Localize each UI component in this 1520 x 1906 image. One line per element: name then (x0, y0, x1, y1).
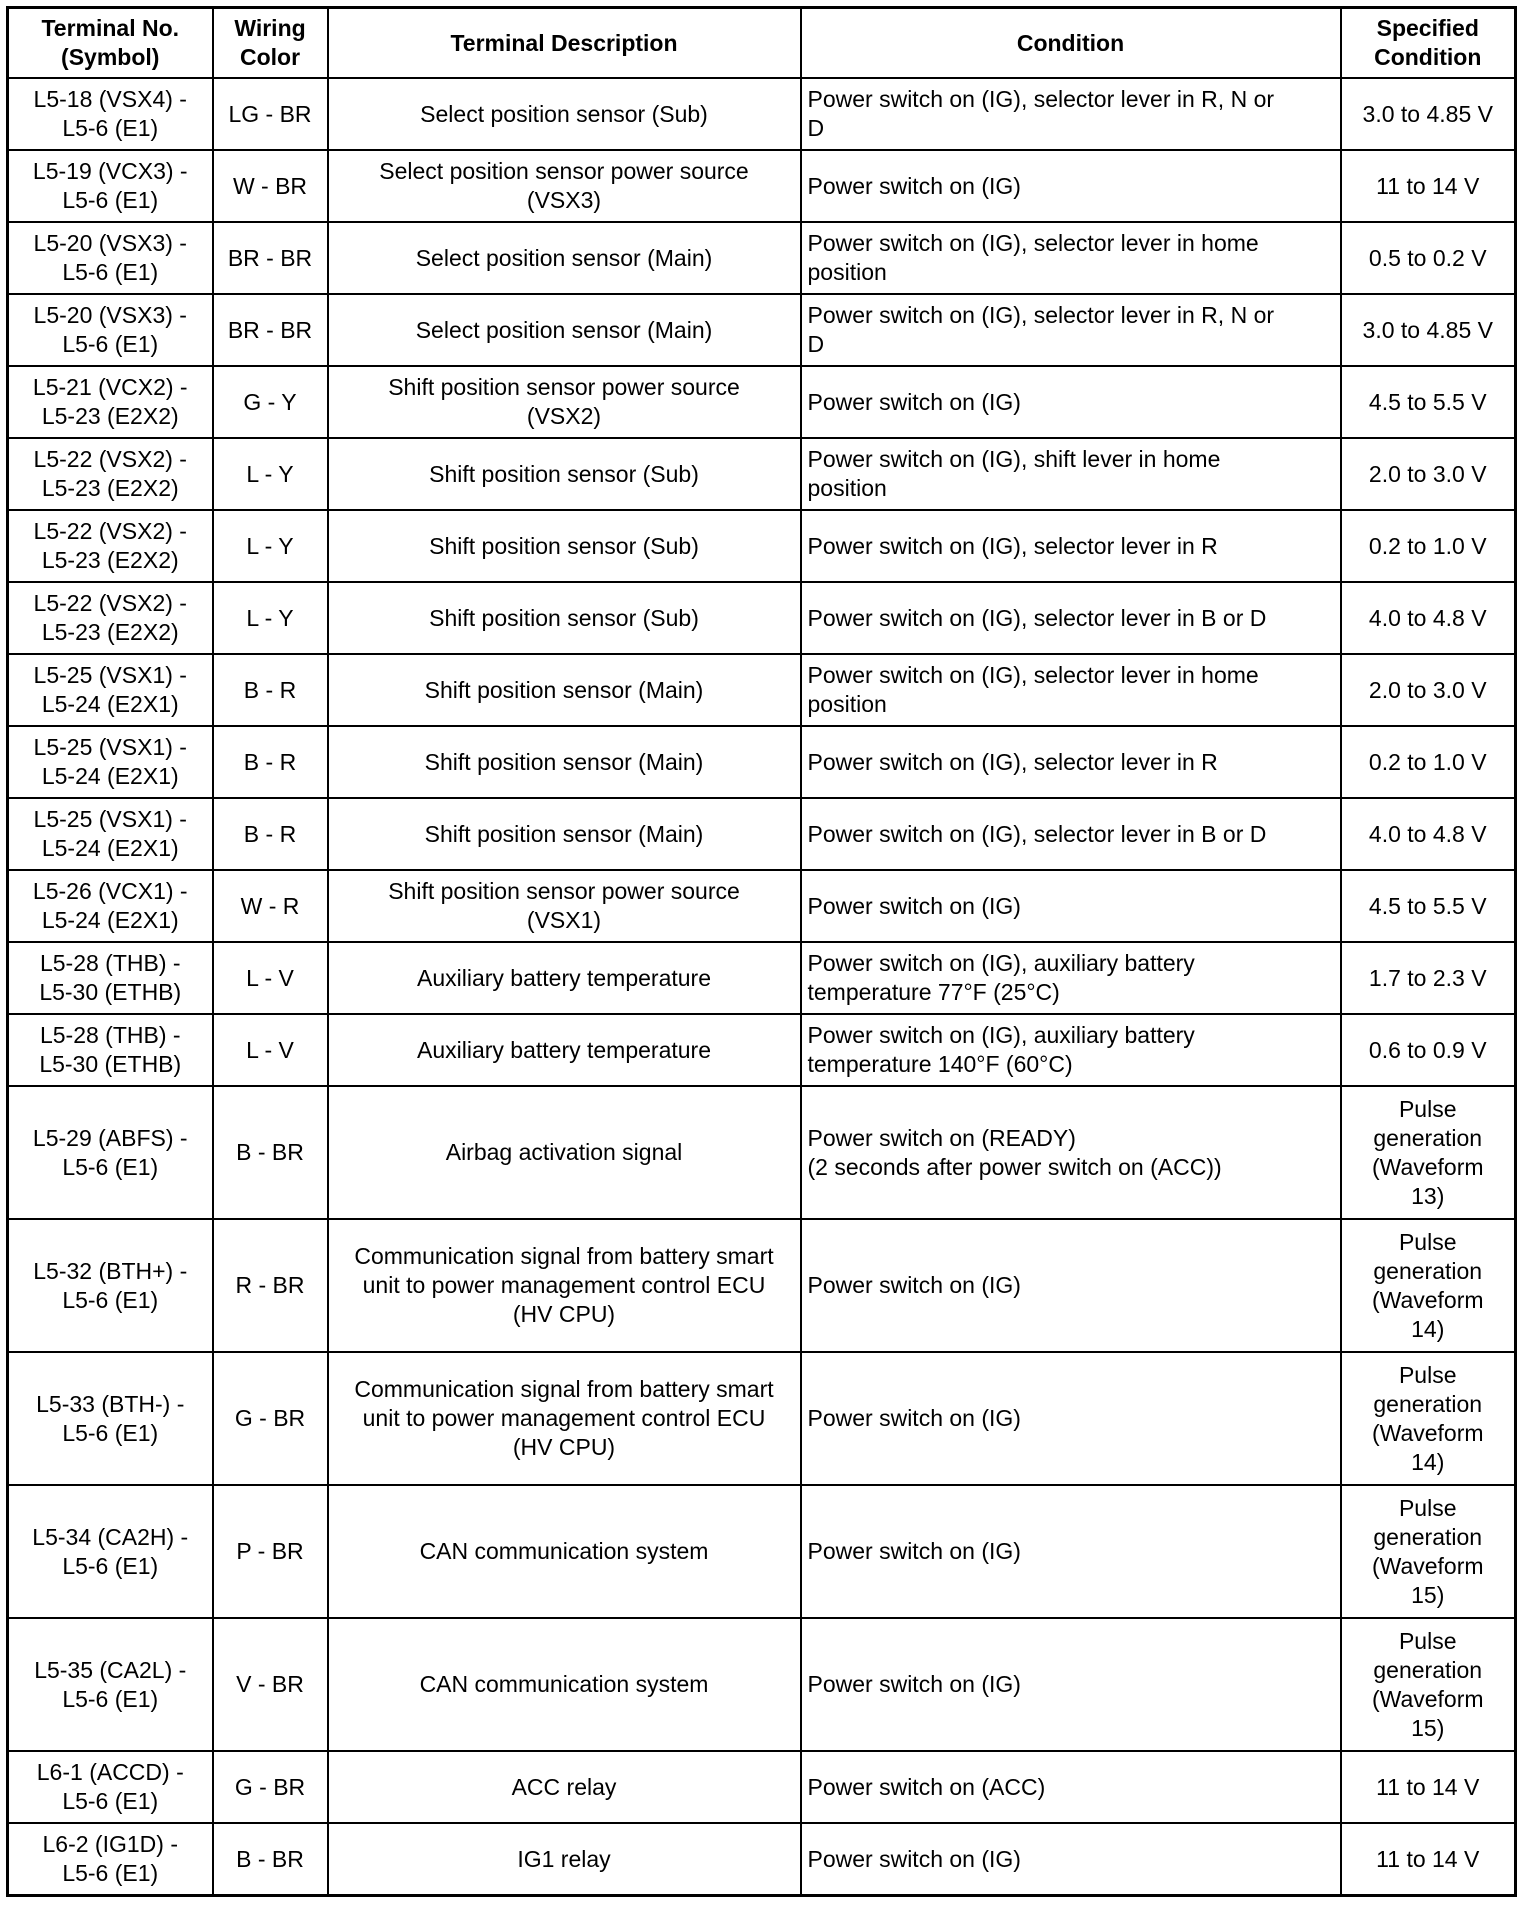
terminal-description-cell (328, 150, 801, 222)
terminal-cell-text: L5-28 (THB) - L5-30 (ETHB) (39, 950, 182, 1005)
terminal-cell (8, 150, 213, 222)
wiring-color-cell-text: BR - BR (227, 244, 313, 271)
condition-cell-text: Power switch on (ACC) (807, 1773, 1046, 1800)
wiring-color-cell-text: B - R (243, 676, 297, 703)
specified-condition-cell (1341, 798, 1516, 870)
terminal-cell-text: L5-18 (VSX4) - L5-6 (E1) (33, 86, 187, 141)
condition-cell-text: Power switch on (IG) (807, 1538, 1021, 1564)
specified-condition-cell-text: 0.2 to 1.0 V (1368, 532, 1487, 559)
condition-cell-text: Power switch on (IG), selector lever in R, N or D (807, 302, 1275, 357)
terminal-description-cell-text: CAN communication system (419, 1538, 709, 1564)
terminal-description-cell (328, 654, 801, 726)
terminal-description-cell (328, 870, 801, 942)
terminal-cell (8, 1086, 213, 1219)
table-row (8, 654, 1516, 726)
terminal-description-cell (328, 942, 801, 1014)
table-row (8, 798, 1516, 870)
condition-cell (801, 1014, 1341, 1086)
terminal-description-cell-text: CAN communication system (419, 1671, 709, 1697)
header-specified-condition: Specified Condition (1341, 8, 1516, 79)
terminal-cell (8, 726, 213, 798)
specified-condition-cell (1341, 1485, 1516, 1618)
specified-condition-cell (1341, 366, 1516, 438)
wiring-color-cell (213, 1014, 328, 1086)
terminal-description-cell-text: ACC relay (511, 1773, 617, 1800)
terminal-description-cell-text: Auxiliary battery temperature (416, 964, 711, 991)
terminal-cell (8, 1352, 213, 1485)
table-row (8, 150, 1516, 222)
table-row (8, 510, 1516, 582)
header-condition: Condition (801, 8, 1341, 79)
specified-condition-cell (1341, 510, 1516, 582)
terminal-description-cell (328, 798, 801, 870)
table-row (8, 438, 1516, 510)
specified-condition-cell (1341, 438, 1516, 510)
table-row (8, 1086, 1516, 1219)
table-row (8, 1219, 1516, 1352)
table-row (8, 942, 1516, 1014)
condition-cell (801, 726, 1341, 798)
terminal-description-cell-text: Communication signal from battery smart unit to power management control ECU (HV CPU) (354, 1243, 774, 1327)
wiring-color-cell (213, 510, 328, 582)
terminal-description-cell-text: Shift position sensor (Main) (424, 820, 704, 847)
wiring-color-cell-text: B - BR (236, 1845, 304, 1872)
specified-condition-cell (1341, 1618, 1516, 1751)
terminal-cell (8, 870, 213, 942)
terminal-cell (8, 1485, 213, 1618)
condition-cell-text: Power switch on (IG), selector lever in R, N or D (807, 86, 1275, 141)
condition-cell-text: Power switch on (IG) (807, 1405, 1021, 1431)
table-row (8, 582, 1516, 654)
condition-cell (801, 942, 1341, 1014)
table-row (8, 366, 1516, 438)
condition-cell (801, 438, 1341, 510)
terminal-cell (8, 798, 213, 870)
wiring-color-cell (213, 798, 328, 870)
wiring-color-cell-text: B - R (243, 748, 297, 775)
specified-condition-cell (1341, 150, 1516, 222)
wiring-color-cell-text: W - R (240, 892, 300, 919)
terminal-cell-text: L5-21 (VCX2) - L5-23 (E2X2) (32, 374, 188, 429)
wiring-color-cell-text: L - Y (246, 604, 294, 631)
condition-cell (801, 78, 1341, 150)
specified-condition-cell (1341, 870, 1516, 942)
condition-cell (801, 654, 1341, 726)
condition-cell-text: Power switch on (IG) (807, 172, 1021, 199)
terminal-cell-text: L5-22 (VSX2) - L5-23 (E2X2) (33, 518, 187, 573)
header-row (8, 8, 1516, 79)
condition-cell-text: Power switch on (IG), selector lever in R (807, 532, 1218, 559)
wiring-color-cell (213, 222, 328, 294)
terminal-cell-text: L6-1 (ACCD) - L5-6 (E1) (36, 1759, 184, 1814)
specified-condition-cell (1341, 1014, 1516, 1086)
terminal-cell (8, 1618, 213, 1751)
table-row (8, 1352, 1516, 1485)
condition-cell (801, 222, 1341, 294)
terminal-description-cell-text: Select position sensor (Sub) (420, 100, 708, 127)
terminal-cell-text: L5-35 (CA2L) - L5-6 (E1) (34, 1656, 187, 1712)
wiring-color-cell-text: L - Y (246, 460, 294, 487)
wiring-color-cell (213, 1352, 328, 1485)
condition-cell-text: Power switch on (IG) (807, 892, 1021, 919)
terminal-cell-text: L5-20 (VSX3) - L5-6 (E1) (33, 230, 187, 285)
wiring-color-cell (213, 78, 328, 150)
terminal-description-cell (328, 294, 801, 366)
specified-condition-cell-text: 0.2 to 1.0 V (1368, 748, 1487, 775)
condition-cell-text: Power switch on (IG) (807, 1671, 1021, 1697)
condition-cell-text: Power switch on (IG), shift lever in home position (807, 446, 1221, 501)
condition-cell (801, 510, 1341, 582)
wiring-color-cell-text: P - BR (236, 1538, 304, 1564)
terminal-description-cell-text: IG1 relay (517, 1845, 611, 1872)
specified-condition-cell (1341, 1219, 1516, 1352)
wiring-color-cell (213, 654, 328, 726)
specified-condition-cell-text: 4.5 to 5.5 V (1368, 388, 1487, 415)
terminal-description-cell (328, 1352, 801, 1485)
wiring-color-cell (213, 1086, 328, 1219)
table-row (8, 1014, 1516, 1086)
wiring-color-cell (213, 1618, 328, 1751)
terminal-description-cell (328, 582, 801, 654)
specified-condition-cell-text: 11 to 14 V (1376, 1773, 1480, 1800)
wiring-color-cell (213, 726, 328, 798)
header-terminal-description: Terminal Description (328, 8, 801, 79)
specified-condition-cell (1341, 1086, 1516, 1219)
table-row (8, 870, 1516, 942)
specified-condition-cell-text: 3.0 to 4.85 V (1362, 100, 1493, 127)
wiring-color-cell-text: G - BR (234, 1405, 306, 1431)
terminal-description-cell-text: Shift position sensor power source (VSX2) (388, 374, 740, 429)
terminal-cell (8, 582, 213, 654)
condition-cell-text: Power switch on (IG) (807, 388, 1021, 415)
wiring-color-cell-text: V - BR (236, 1671, 304, 1697)
terminal-description-cell (328, 1219, 801, 1352)
specified-condition-cell-text: 11 to 14 V (1376, 1845, 1480, 1872)
wiring-color-cell (213, 942, 328, 1014)
specified-condition-cell-text: 4.0 to 4.8 V (1368, 604, 1487, 631)
table-row (8, 726, 1516, 798)
terminal-description-cell-text: Select position sensor (Main) (415, 244, 713, 271)
terminal-cell-text: L5-34 (CA2H) - L5-6 (E1) (32, 1523, 189, 1579)
terminal-description-cell-text: Shift position sensor (Main) (424, 676, 704, 703)
wiring-color-cell (213, 582, 328, 654)
table-row (8, 1485, 1516, 1618)
specified-condition-cell-text: Pulse generation (Waveform 14) (1371, 1361, 1484, 1475)
specified-condition-cell (1341, 222, 1516, 294)
wiring-color-cell (213, 366, 328, 438)
terminal-description-cell (328, 366, 801, 438)
terminal-cell (8, 1823, 213, 1896)
specified-condition-cell (1341, 1751, 1516, 1823)
specified-condition-cell-text: 1.7 to 2.3 V (1368, 964, 1487, 991)
specified-condition-cell-text: 0.6 to 0.9 V (1368, 1036, 1487, 1063)
terminal-description-cell (328, 438, 801, 510)
condition-cell-text: Power switch on (IG), auxiliary battery temperature 77°F (25°C) (807, 950, 1195, 1005)
header-wiring-color: Wiring Color (213, 8, 328, 79)
wiring-color-cell-text: L - Y (246, 532, 294, 559)
condition-cell-text: Power switch on (IG), selector lever in home position (807, 662, 1259, 717)
specified-condition-cell-text: 4.5 to 5.5 V (1368, 892, 1487, 919)
specified-condition-cell-text: 3.0 to 4.85 V (1362, 316, 1493, 343)
wiring-color-cell-text: BR - BR (227, 316, 313, 343)
table-row (8, 1751, 1516, 1823)
terminal-cell-text: L5-20 (VSX3) - L5-6 (E1) (33, 302, 187, 357)
terminal-cell-text: L6-2 (IG1D) - L5-6 (E1) (42, 1831, 178, 1886)
wiring-color-cell-text: LG - BR (228, 100, 312, 127)
table-row (8, 294, 1516, 366)
terminal-cell-text: L5-22 (VSX2) - L5-23 (E2X2) (33, 446, 187, 501)
specified-condition-cell (1341, 78, 1516, 150)
wiring-color-cell (213, 870, 328, 942)
terminal-cell-text: L5-26 (VCX1) - L5-24 (E2X1) (32, 878, 188, 933)
terminal-cell-text: L5-19 (VCX3) - L5-6 (E1) (32, 158, 188, 213)
terminal-cell (8, 654, 213, 726)
wiring-color-cell-text: L - V (246, 964, 294, 991)
specified-condition-cell-text: 0.5 to 0.2 V (1368, 244, 1487, 271)
table-body (8, 78, 1516, 1896)
wiring-color-cell (213, 150, 328, 222)
terminal-description-cell (328, 1618, 801, 1751)
specified-condition-cell-text: 11 to 14 V (1376, 172, 1480, 199)
condition-cell-text: Power switch on (IG) (807, 1272, 1021, 1298)
table-row (8, 222, 1516, 294)
specified-condition-cell-text: Pulse generation (Waveform 14) (1371, 1228, 1484, 1342)
terminal-description-cell (328, 1086, 801, 1219)
terminal-cell-text: L5-25 (VSX1) - L5-24 (E2X1) (33, 734, 187, 789)
specified-condition-cell (1341, 726, 1516, 798)
condition-cell (801, 582, 1341, 654)
wiring-color-cell (213, 1823, 328, 1896)
condition-cell-text: Power switch on (IG), selector lever in B or D (807, 604, 1267, 631)
condition-cell (801, 1823, 1341, 1896)
condition-cell-text: Power switch on (IG), selector lever in B or D (807, 820, 1267, 847)
specified-condition-cell (1341, 582, 1516, 654)
condition-cell-text: Power switch on (IG), auxiliary battery temperature 140°F (60°C) (807, 1022, 1195, 1077)
condition-cell-text: Power switch on (READY) (2 seconds after power switch on (ACC)) (807, 1124, 1222, 1180)
terminal-cell (8, 438, 213, 510)
terminal-cell (8, 366, 213, 438)
terminal-description-cell (328, 726, 801, 798)
terminal-cell-text: L5-22 (VSX2) - L5-23 (E2X2) (33, 590, 187, 645)
condition-cell (801, 1086, 1341, 1219)
condition-cell (801, 294, 1341, 366)
terminal-description-cell-text: Auxiliary battery temperature (416, 1036, 711, 1063)
condition-cell-text: Power switch on (IG) (807, 1845, 1021, 1872)
terminal-table (6, 6, 1517, 1897)
terminal-description-cell (328, 78, 801, 150)
condition-cell (801, 1618, 1341, 1751)
specified-condition-cell-text: Pulse generation (Waveform 15) (1371, 1494, 1484, 1608)
table-row (8, 1618, 1516, 1751)
specified-condition-cell-text: Pulse generation (Waveform 13) (1371, 1095, 1484, 1209)
condition-cell (801, 1485, 1341, 1618)
terminal-cell (8, 1751, 213, 1823)
terminal-table-container (6, 6, 1514, 1897)
wiring-color-cell-text: G - Y (243, 388, 297, 415)
condition-cell (801, 798, 1341, 870)
terminal-cell (8, 1014, 213, 1086)
terminal-description-cell-text: Communication signal from battery smart unit to power management control ECU (HV CPU) (354, 1376, 774, 1460)
condition-cell (801, 870, 1341, 942)
specified-condition-cell (1341, 1823, 1516, 1896)
terminal-description-cell (328, 1751, 801, 1823)
wiring-color-cell (213, 1485, 328, 1618)
specified-condition-cell-text: 2.0 to 3.0 V (1368, 676, 1487, 703)
terminal-description-cell (328, 1014, 801, 1086)
specified-condition-cell (1341, 294, 1516, 366)
terminal-description-cell-text: Shift position sensor (Main) (424, 748, 704, 775)
table-row (8, 1823, 1516, 1896)
terminal-description-cell (328, 222, 801, 294)
wiring-color-cell-text: G - BR (234, 1773, 306, 1800)
wiring-color-cell (213, 438, 328, 510)
specified-condition-cell-text: 4.0 to 4.8 V (1368, 820, 1487, 847)
terminal-cell-text: L5-33 (BTH-) - L5-6 (E1) (36, 1390, 185, 1446)
wiring-color-cell-text: W - BR (232, 172, 308, 199)
condition-cell (801, 1219, 1341, 1352)
terminal-cell (8, 1219, 213, 1352)
terminal-cell (8, 78, 213, 150)
specified-condition-cell (1341, 654, 1516, 726)
wiring-color-cell-text: B - BR (236, 1139, 304, 1165)
terminal-cell-text: L5-32 (BTH+) - L5-6 (E1) (33, 1257, 188, 1313)
specified-condition-cell (1341, 942, 1516, 1014)
terminal-description-cell (328, 1485, 801, 1618)
wiring-color-cell (213, 1751, 328, 1823)
terminal-cell (8, 222, 213, 294)
terminal-cell (8, 510, 213, 582)
table-row (8, 78, 1516, 150)
terminal-description-cell (328, 510, 801, 582)
wiring-color-cell-text: R - BR (235, 1272, 305, 1298)
condition-cell (801, 150, 1341, 222)
wiring-color-cell (213, 1219, 328, 1352)
wiring-color-cell (213, 294, 328, 366)
terminal-cell-text: L5-28 (THB) - L5-30 (ETHB) (39, 1022, 182, 1077)
terminal-description-cell-text: Airbag activation signal (445, 1139, 683, 1165)
specified-condition-cell (1341, 1352, 1516, 1485)
condition-cell (801, 1751, 1341, 1823)
terminal-description-cell-text: Shift position sensor power source (VSX1) (388, 878, 740, 933)
specified-condition-cell-text: Pulse generation (Waveform 15) (1371, 1627, 1484, 1741)
condition-cell-text: Power switch on (IG), selector lever in R (807, 748, 1218, 775)
terminal-description-cell-text: Shift position sensor (Sub) (429, 604, 699, 631)
terminal-description-cell-text: Shift position sensor (Sub) (429, 460, 699, 487)
terminal-cell-text: L5-29 (ABFS) - L5-6 (E1) (32, 1124, 188, 1180)
wiring-color-cell-text: L - V (246, 1036, 294, 1063)
condition-cell-text: Power switch on (IG), selector lever in home position (807, 230, 1259, 285)
terminal-description-cell-text: Shift position sensor (Sub) (429, 532, 699, 559)
terminal-description-cell (328, 1823, 801, 1896)
terminal-cell (8, 942, 213, 1014)
condition-cell (801, 366, 1341, 438)
terminal-description-cell-text: Select position sensor power source (VSX3) (379, 158, 749, 213)
wiring-color-cell-text: B - R (243, 820, 297, 847)
terminal-cell-text: L5-25 (VSX1) - L5-24 (E2X1) (33, 662, 187, 717)
condition-cell (801, 1352, 1341, 1485)
header-terminal: Terminal No. (Symbol) (8, 8, 213, 79)
terminal-cell (8, 294, 213, 366)
specified-condition-cell-text: 2.0 to 3.0 V (1368, 460, 1487, 487)
terminal-description-cell-text: Select position sensor (Main) (415, 316, 713, 343)
terminal-cell-text: L5-25 (VSX1) - L5-24 (E2X1) (33, 806, 187, 861)
